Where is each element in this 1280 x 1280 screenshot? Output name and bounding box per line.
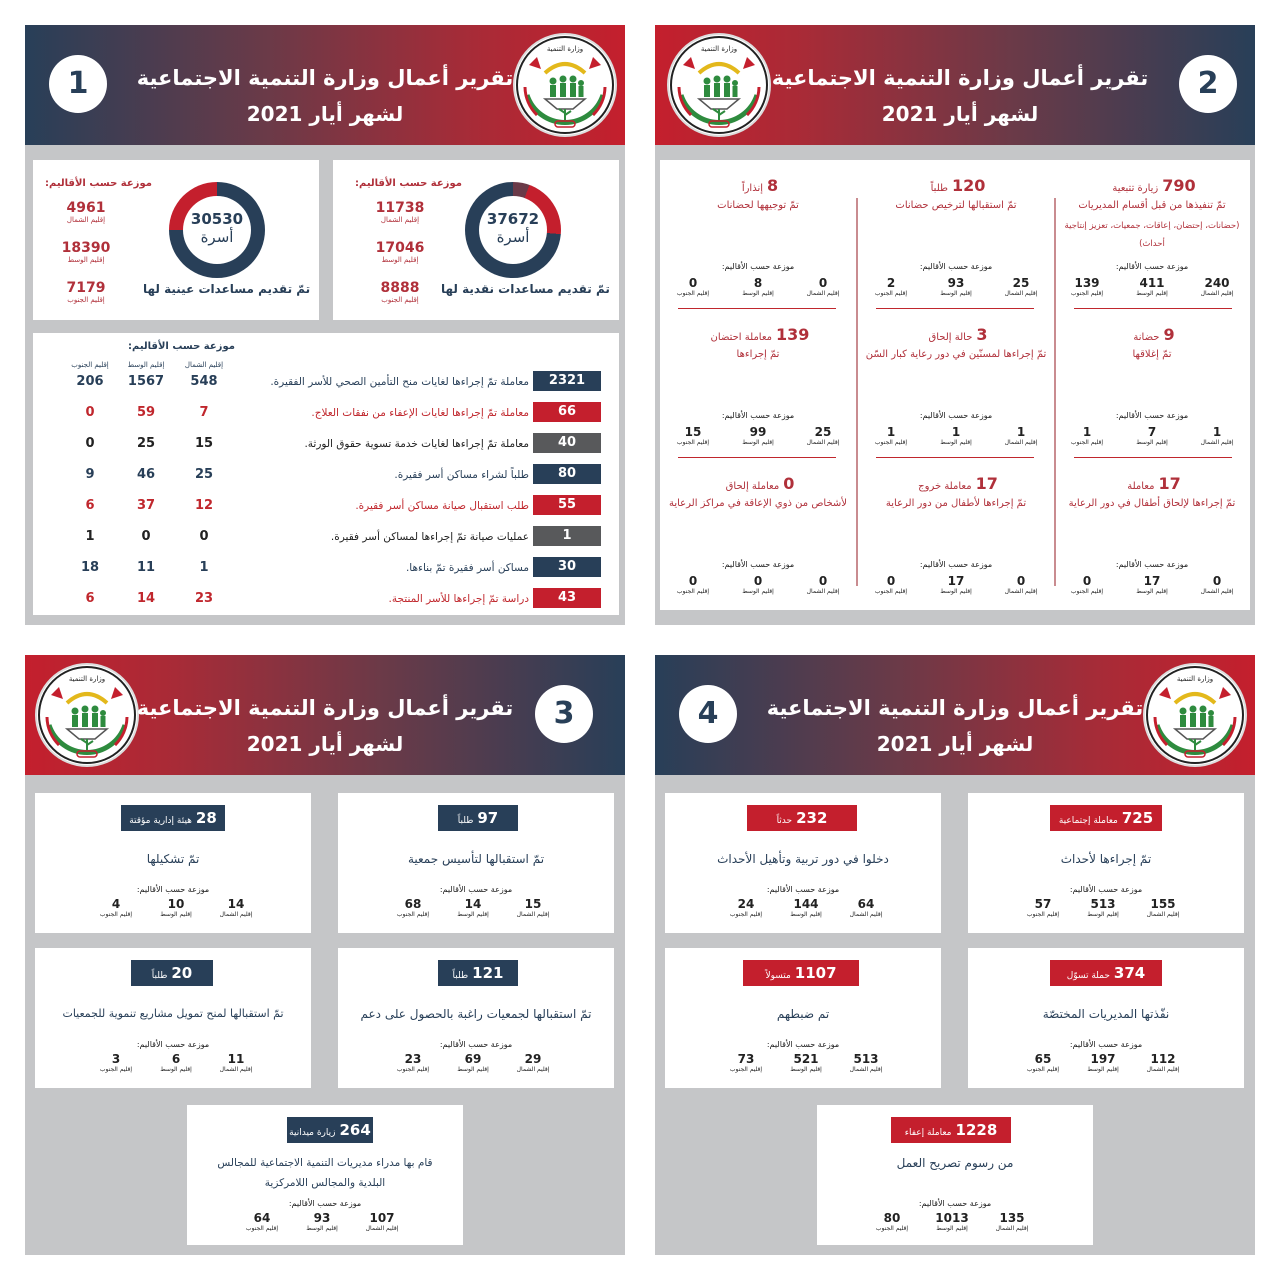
services-table: موزعة حسب الأقاليم: إقليم الجنوب إقليم الوسط إقليم الشمال 206 1567 548 معاملة تمّ إجراءها لغايات منح التأمين الصحي للأسر الفقيرة. 2321 0 59 7 معاملة تمّ إجراءها لغايات الإعفاء من نفقات العلاج. 66 0 25 15 معاملة تمّ إجراءها لغايات خدمة تسوية حقوق الورثة. 40 9 46 25 طلباً لشراء مساكن أسر فقيرة. 80 6 37 12 طلب استقبال صيانة مساكن أسر فقيرة. 55 1 0 0 عمليات صيانة تمّ إجراءها لمساكن أسر فقيرة. 1 18 11 1 مساكن أسر فقيرة تمّ بناءها. 30 6 14 23 دراسة تمّ إجراءها للأسر المنتجة. 43 bbox=[33, 333, 619, 615]
table-row: 0 25 15 معاملة تمّ إجراءها لغايات خدمة تسوية حقوق الورثة. 40 bbox=[33, 433, 619, 455]
stat-temporary-boards: 28هيئة إدارية مؤقتة تمّ تشكيلها موزعة حسب الأقاليم: 4 إقليم الجنوب 10 إقليم الوسط 14 إقليم الشمال bbox=[35, 793, 311, 933]
south-value: 8888 إقليم الجنوب bbox=[380, 280, 420, 304]
stat-disability-admissions: 0معاملة إلحاق لأشخاص من ذوي الإعاقة في مراكز الرعاية موزعة حسب الأقاليم: 0 إقليم الجنوب 0 إقليم الوسط 0 إقليم الشمال bbox=[668, 474, 847, 595]
stat-child-exits: 17معاملة خروج تمّ إجراءها لأطفال من دور الرعاية موزعة حسب الأقاليم: 0 إقليم الجنوب 17 إقليم الوسط 0 إقليم الشمال bbox=[874, 474, 1038, 595]
table-row: 9 46 25 طلباً لشراء مساكن أسر فقيرة. 80 bbox=[33, 464, 619, 486]
table-row: 0 59 7 معاملة تمّ إجراءها لغايات الإعفاء من نفقات العلاج. 66 bbox=[33, 402, 619, 424]
in-kind-aid-card: موزعة حسب الأقاليم: 4961 إقليم الشمال 18390 إقليم الوسط 7179 إقليم الجنوب 30530 أسرة تمّ تقديم مساعدات عينية لها bbox=[33, 160, 319, 320]
table-row: 1 0 0 عمليات صيانة تمّ إجراءها لمساكن أسر فقيرة. 1 bbox=[33, 526, 619, 548]
center-value: 17046 إقليم الوسط bbox=[375, 240, 425, 264]
stat-work-permit-exemptions: 1228معاملة إعفاء من رسوم تصريح العمل موزعة حسب الأقاليم: 80 إقليم الجنوب 1013 إقليم الوسط 135 إقليم الشمال bbox=[817, 1105, 1093, 1245]
center-value: 18390 إقليم الوسط bbox=[61, 240, 111, 264]
table-row: 206 1567 548 معاملة تمّ إجراءها لغايات منح التأمين الصحي للأسر الفقيرة. 2321 bbox=[33, 371, 619, 393]
stat-child-admissions: 17معاملة تمّ إجراءها لإلحاق أطفال في دور الرعاية موزعة حسب الأقاليم: 0 إقليم الجنوب 17 إقليم الوسط 0 إقليم الشمال bbox=[1068, 474, 1236, 595]
page-number-badge: 3 bbox=[535, 685, 593, 743]
south-value: 7179 إقليم الجنوب bbox=[66, 280, 106, 304]
in-kind-donut-chart: 30530 أسرة bbox=[169, 182, 265, 278]
ministry-logo-icon bbox=[515, 35, 615, 135]
ministry-logo-icon bbox=[669, 35, 769, 135]
page-number-badge: 4 bbox=[679, 685, 737, 743]
stat-funding-requests: 20طلباً تمّ استقبالها لمنح تمويل مشاريع تنموية للجمعيات موزعة حسب الأقاليم: 3 إقليم الجنوب 6 إقليم الوسط 11 إقليم الشمال bbox=[35, 948, 311, 1088]
stat-beggars-caught: 1107متسولاً تم ضبطهم موزعة حسب الأقاليم: 73 إقليم الجنوب 521 إقليم الوسط 513 إقليم الشمال bbox=[665, 948, 941, 1088]
count-badge: 55 bbox=[533, 495, 601, 515]
stat-nurseries-closed: 9حضانة تمّ إغلاقها موزعة حسب الأقاليم: 1 إقليم الجنوب 7 إقليم الوسط 1 إقليم الشمال bbox=[1070, 325, 1234, 446]
stat-begging-campaigns: 374حملة تسوّل نفّذتها المديريات المختصّة موزعة حسب الأقاليم: 65 إقليم الجنوب 197 إقليم الوسط 112 إقليم الشمال bbox=[968, 948, 1244, 1088]
panel-header bbox=[25, 25, 625, 145]
report-panel-1 bbox=[25, 25, 625, 625]
stat-nursery-warnings: 8إنذاراً تمّ توجيهها لحضانات موزعة حسب الأقاليم: 0 إقليم الجنوب 8 إقليم الوسط 0 إقليم الشمال bbox=[676, 176, 840, 297]
panel-header bbox=[25, 655, 625, 775]
count-badge: 43 bbox=[533, 588, 601, 608]
report-title: تقرير أعمال وزارة التنمية الاجتماعية لشهر أيار 2021 bbox=[766, 696, 1144, 756]
count-badge: 40 bbox=[533, 433, 601, 453]
count-badge: 2321 bbox=[533, 371, 601, 391]
stat-association-requests: 97طلباً تمّ استقبالها لتأسيس جمعية موزعة حسب الأقاليم: 68 إقليم الجنوب 14 إقليم الوسط 15 إقليم الشمال bbox=[338, 793, 614, 933]
stat-elderly-admissions: 3حالة إلحاق تمّ إجراءها لمسنّين في دور رعاية كبار السّن موزعة حسب الأقاليم: 1 إقليم الجنوب 1 إقليم الوسط 1 إقليم الشمال bbox=[865, 325, 1047, 446]
report-panel-3 bbox=[25, 655, 625, 1255]
report-panel-4 bbox=[655, 655, 1255, 1255]
count-badge: 1 bbox=[533, 526, 601, 546]
report-title: تقرير أعمال وزارة التنمية الاجتماعية لشهر أيار 2021 bbox=[136, 696, 514, 756]
panel-header bbox=[655, 25, 1255, 145]
stat-support-requests: 121طلباً تمّ استقبالها لجمعيات راغبة بالحصول على دعم موزعة حسب الأقاليم: 23 إقليم الجنوب 69 إقليم الوسط 29 إقليم الشمال bbox=[338, 948, 614, 1088]
north-value: 4961 إقليم الشمال bbox=[66, 200, 106, 224]
report-panel-2 bbox=[655, 25, 1255, 625]
stat-followup-visits: 790زيارة تتبعية تمّ تنفيذها من قبل أقسام المديريات (حضانات، إحتضان، إعاقات، جمعيات، تعزيز إنتاجية أحداث) موزعة حسب الأقاليم: 139 إقليم الجنوب 411 إقليم الوسط 240 إقليم الشمال bbox=[1064, 176, 1240, 297]
stat-field-visits: 264زيارة ميدانية قام بها مدراء مديريات التنمية الاجتماعية للمجالس البلدية والمجالس اللامركزية موزعة حسب الأقاليم: 64 إقليم الجنوب 93 إقليم الوسط 107 إقليم الشمال bbox=[187, 1105, 463, 1245]
ministry-logo-icon bbox=[37, 665, 137, 765]
stats-grid bbox=[660, 160, 1250, 610]
stat-nursery-license-requests: 120طلباً تمّ استقبالها لترخيص حضانات موزعة حسب الأقاليم: 2 إقليم الجنوب 93 إقليم الوسط 25 إقليم الشمال bbox=[874, 176, 1038, 297]
panel-header bbox=[655, 655, 1255, 775]
count-badge: 66 bbox=[533, 402, 601, 422]
count-badge: 80 bbox=[533, 464, 601, 484]
stat-foster-transactions: 139معاملة احتضان تمّ إجراءها موزعة حسب الأقاليم: 15 إقليم الجنوب 99 إقليم الوسط 25 إقليم الشمال bbox=[676, 325, 840, 446]
ministry-logo-icon bbox=[1145, 665, 1245, 765]
cash-donut-chart: 37672 أسرة bbox=[465, 182, 561, 278]
north-value: 11738 إقليم الشمال bbox=[375, 200, 425, 224]
stat-juvenile-transactions: 725معاملة إجتماعية تمّ إجراءها لأحداث موزعة حسب الأقاليم: 57 إقليم الجنوب 513 إقليم الوسط 155 إقليم الشمال bbox=[968, 793, 1244, 933]
table-row: 6 14 23 دراسة تمّ إجراءها للأسر المنتجة. 43 bbox=[33, 588, 619, 610]
report-title: تقرير أعمال وزارة التنمية الاجتماعية لشهر أيار 2021 bbox=[771, 66, 1149, 126]
page-number-badge: 1 bbox=[49, 55, 107, 113]
stat-juveniles-admitted: 232حدثاً دخلوا في دور تربية وتأهيل الأحداث موزعة حسب الأقاليم: 24 إقليم الجنوب 144 إقليم الوسط 64 إقليم الشمال bbox=[665, 793, 941, 933]
report-title: تقرير أعمال وزارة التنمية الاجتماعية لشهر أيار 2021 bbox=[136, 66, 514, 126]
table-row: 18 11 1 مساكن أسر فقيرة تمّ بناءها. 30 bbox=[33, 557, 619, 579]
count-badge: 30 bbox=[533, 557, 601, 577]
page-number-badge: 2 bbox=[1179, 55, 1237, 113]
cash-aid-card: موزعة حسب الأقاليم: 11738 إقليم الشمال 17046 إقليم الوسط 8888 إقليم الجنوب 37672 أسرة تمّ تقديم مساعدات نقدية لها bbox=[333, 160, 619, 320]
table-row: 6 37 12 طلب استقبال صيانة مساكن أسر فقيرة. 55 bbox=[33, 495, 619, 517]
